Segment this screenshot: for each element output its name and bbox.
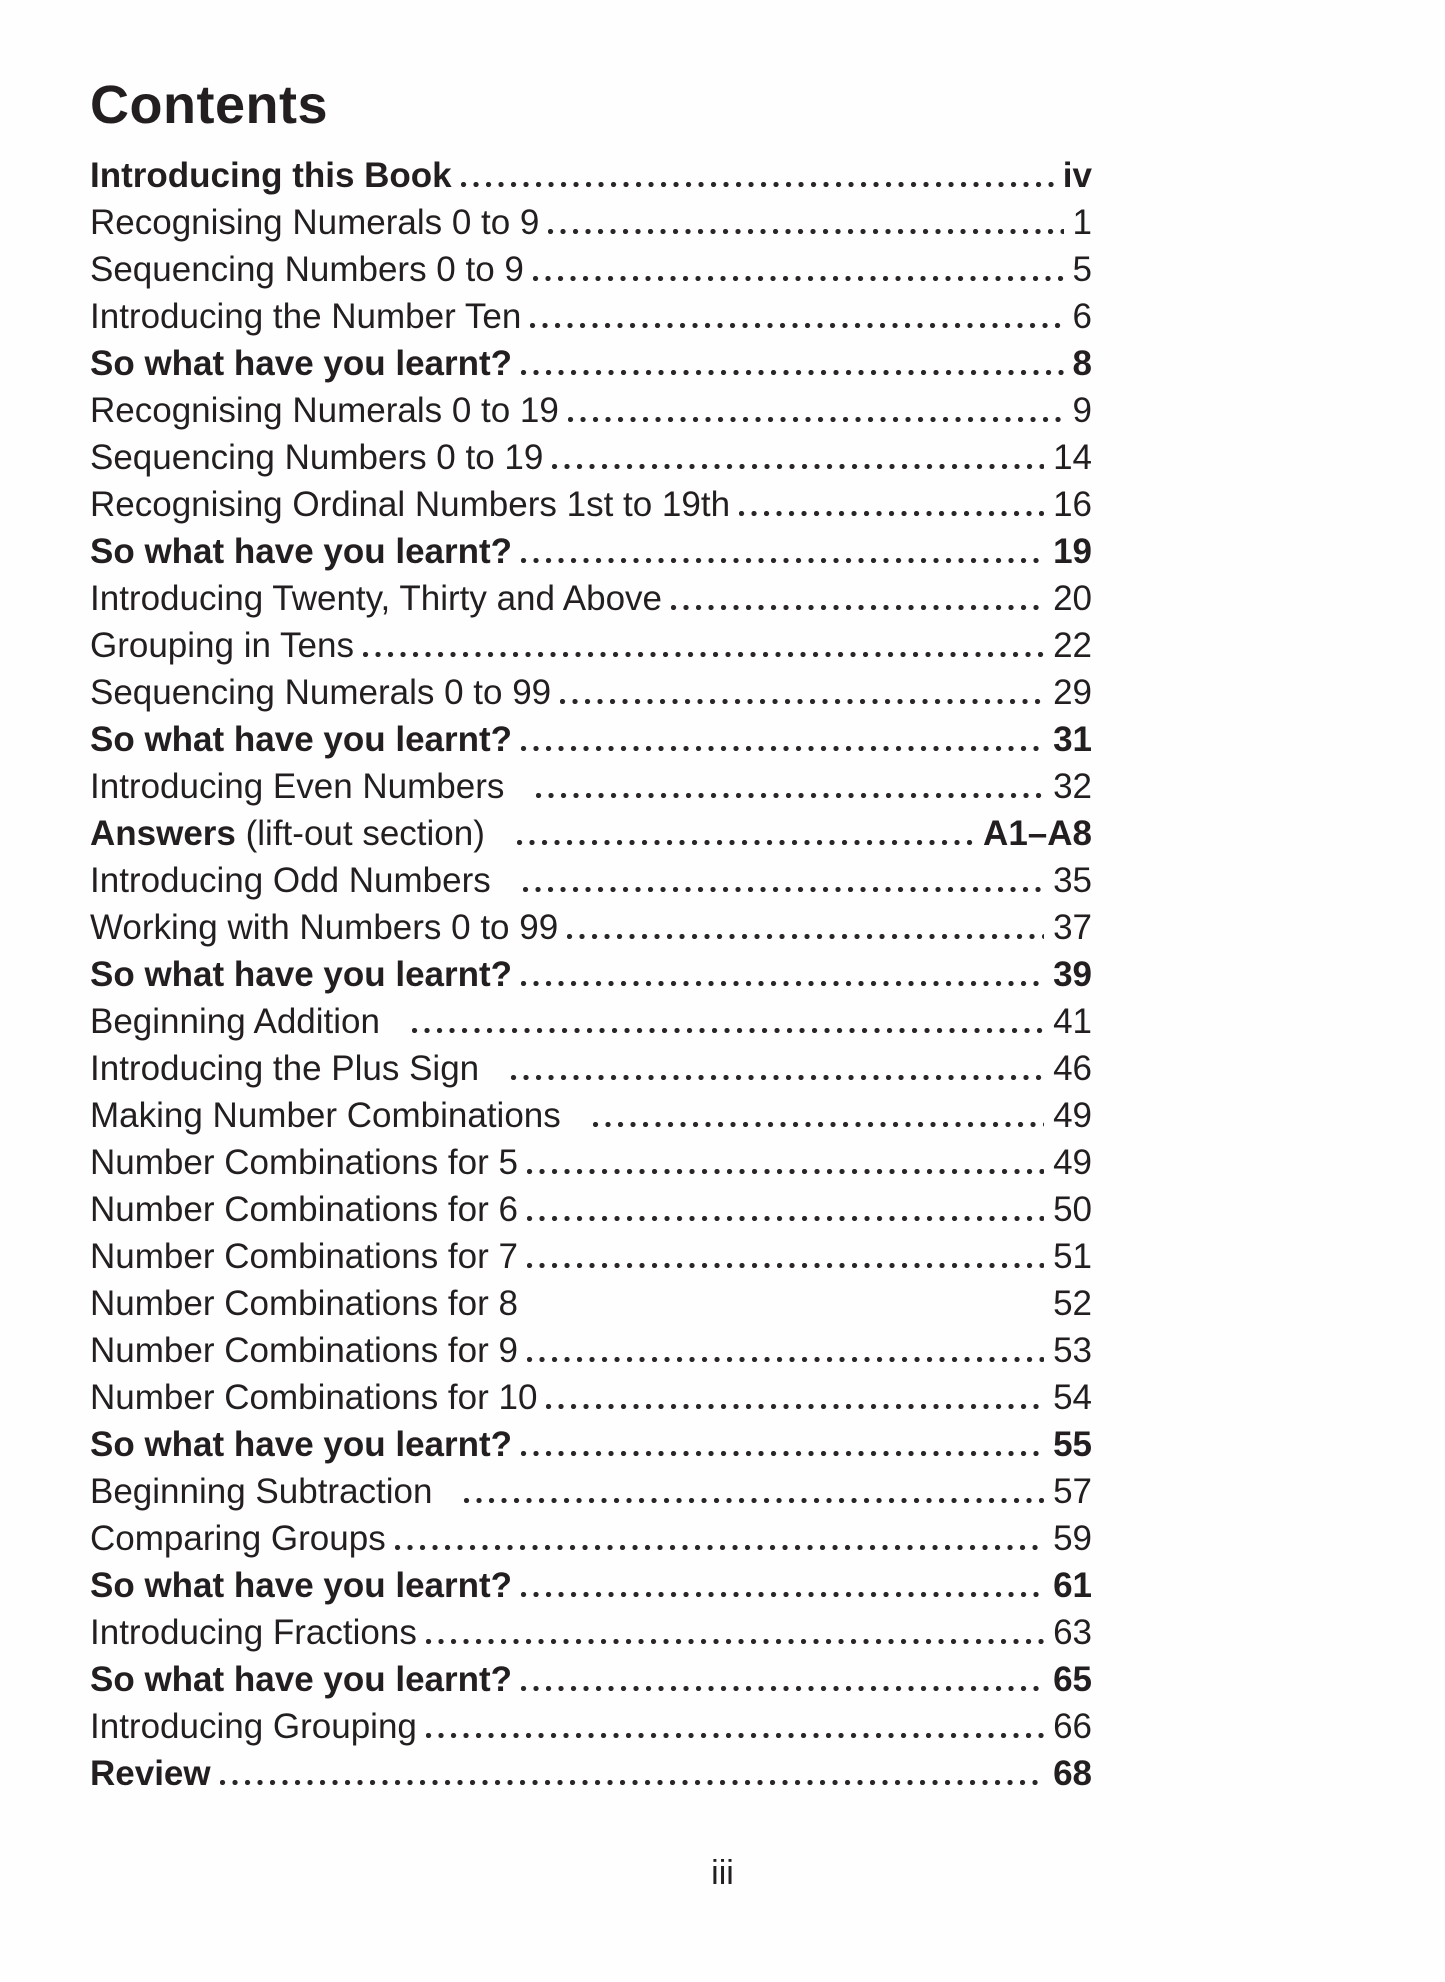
toc-entry-page-number: 37 xyxy=(1053,908,1092,948)
toc-entry-page-number: 41 xyxy=(1053,1002,1092,1042)
toc-entry xyxy=(90,669,1092,716)
toc-entry xyxy=(90,1092,1092,1139)
toc-entry-label xyxy=(90,199,539,246)
toc-entry xyxy=(90,1656,1092,1703)
toc-entry-label xyxy=(90,904,558,951)
toc-entry xyxy=(90,1421,1092,1468)
toc-entry-label-main: Sequencing Numerals 0 to 99 xyxy=(90,673,552,713)
toc-entry xyxy=(90,528,1092,575)
toc-entry xyxy=(90,387,1092,434)
toc-entry-page-number: 20 xyxy=(1053,579,1092,619)
toc-entry-label-main: Sequencing Numbers 0 to 9 xyxy=(90,250,524,290)
toc-entry-label xyxy=(90,1233,518,1280)
toc-entry xyxy=(90,481,1092,528)
toc-entry-label-main: Comparing Groups xyxy=(90,1519,386,1559)
toc-entry-label-main: So what have you learnt? xyxy=(90,1660,513,1700)
dot-leader xyxy=(511,1075,1044,1080)
toc-entry xyxy=(90,1327,1092,1374)
toc-entry xyxy=(90,1750,1092,1797)
toc-entry-page-number: 57 xyxy=(1053,1472,1092,1512)
toc-entry-label xyxy=(90,481,730,528)
toc-entry-page-number: 63 xyxy=(1053,1613,1092,1653)
dot-leader xyxy=(567,934,1044,939)
toc-entry xyxy=(90,716,1092,763)
toc-entry-page-number: 66 xyxy=(1053,1707,1092,1747)
toc-entry-label-main: Introducing Grouping xyxy=(90,1707,417,1747)
toc-entry-label xyxy=(90,1045,479,1092)
dot-leader xyxy=(527,1263,1044,1268)
dot-leader xyxy=(527,1357,1044,1362)
toc-entry-page-number: 6 xyxy=(1072,297,1092,337)
toc-entry-label-main: Number Combinations for 7 xyxy=(90,1237,518,1277)
toc-entry xyxy=(90,434,1092,481)
toc-entry-page-number: A1–A8 xyxy=(983,814,1092,854)
toc-entry xyxy=(90,998,1092,1045)
toc-entry-label xyxy=(90,1327,518,1374)
toc-entry-label-main: Number Combinations for 6 xyxy=(90,1190,518,1230)
dot-leader xyxy=(527,1216,1044,1221)
dot-leader xyxy=(426,1733,1044,1738)
toc-entry-label-main: Review xyxy=(90,1754,211,1794)
dot-leader xyxy=(548,229,1063,234)
toc-entry-page-number: 19 xyxy=(1053,532,1092,572)
toc-entry-label xyxy=(90,1609,417,1656)
toc-entry-label-main: Recognising Ordinal Numbers 1st to 19th xyxy=(90,485,731,525)
toc-entry xyxy=(90,1374,1092,1421)
toc-entry-label xyxy=(90,1280,518,1327)
toc-entry xyxy=(90,575,1092,622)
toc-entry xyxy=(90,1233,1092,1280)
toc-entry-page-number: 53 xyxy=(1053,1331,1092,1371)
dot-leader xyxy=(521,370,1063,375)
toc-entry-page-number: 68 xyxy=(1053,1754,1092,1794)
toc-entry-page-number: iv xyxy=(1062,156,1092,196)
toc-entry-label xyxy=(90,1374,537,1421)
dot-leader xyxy=(395,1545,1044,1550)
toc-entry-label xyxy=(90,293,521,340)
toc-entry-label-main: Introducing Even Numbers xyxy=(90,767,505,807)
dot-leader xyxy=(412,1028,1044,1033)
toc-entry xyxy=(90,1280,1092,1327)
dot-leader xyxy=(521,1686,1044,1691)
dot-leader xyxy=(523,887,1044,892)
toc-entry-label-main: Introducing the Number Ten xyxy=(90,297,522,337)
toc-entry xyxy=(90,1468,1092,1515)
toc-entry-page-number: 16 xyxy=(1053,485,1092,525)
toc-entry-label xyxy=(90,1656,512,1703)
dot-leader xyxy=(530,323,1063,328)
toc-entry xyxy=(90,810,1092,857)
toc-entry-page-number: 49 xyxy=(1053,1096,1092,1136)
dot-leader xyxy=(527,1169,1044,1174)
toc-entry-label-suffix: (lift-out section) xyxy=(235,814,485,854)
toc-entry-page-number: 59 xyxy=(1053,1519,1092,1559)
dot-leader xyxy=(536,793,1044,798)
toc-entry-page-number: 49 xyxy=(1053,1143,1092,1183)
toc-entry-label xyxy=(90,1092,561,1139)
dot-leader xyxy=(363,652,1044,657)
toc-entry-label-main: Making Number Combinations xyxy=(90,1096,561,1136)
dot-leader xyxy=(220,1780,1044,1785)
toc-entry-page-number: 9 xyxy=(1072,391,1092,431)
dot-leader xyxy=(739,511,1044,516)
toc-entry xyxy=(90,763,1092,810)
toc-entry-page-number: 61 xyxy=(1053,1566,1092,1606)
toc-entry xyxy=(90,152,1092,199)
toc-entry-page-number: 8 xyxy=(1072,344,1092,384)
toc-entry-label-main: Introducing the Plus Sign xyxy=(90,1049,480,1089)
toc-entry-label-main: Introducing Twenty, Thirty and Above xyxy=(90,579,663,619)
toc-entry-label xyxy=(90,528,512,575)
toc-entry-label-main: Number Combinations for 8 xyxy=(90,1284,518,1324)
toc-entry-label xyxy=(90,1750,211,1797)
toc-entry-label-main: Beginning Addition xyxy=(90,1002,380,1042)
page-footer-number: iii xyxy=(711,1854,734,1893)
toc-entry xyxy=(90,340,1092,387)
toc-entry xyxy=(90,904,1092,951)
toc-entry xyxy=(90,951,1092,998)
toc-entry-label-main: Recognising Numerals 0 to 19 xyxy=(90,391,559,431)
dot-leader xyxy=(527,1310,1044,1315)
toc-entry xyxy=(90,1139,1092,1186)
toc-entry-label xyxy=(90,1468,432,1515)
toc-entry-label-main: So what have you learnt? xyxy=(90,720,513,760)
toc-entry-label-main: Introducing Fractions xyxy=(90,1613,417,1653)
toc-entry-page-number: 46 xyxy=(1053,1049,1092,1089)
toc-entry-label-main: Number Combinations for 10 xyxy=(90,1378,538,1418)
toc-entry xyxy=(90,622,1092,669)
toc-entry-label xyxy=(90,951,512,998)
toc-entry-label-main: Recognising Numerals 0 to 9 xyxy=(90,203,540,243)
toc-entry xyxy=(90,1186,1092,1233)
toc-entry-label-main: So what have you learnt? xyxy=(90,532,513,572)
toc-entry-label-main: Number Combinations for 9 xyxy=(90,1331,518,1371)
toc-entry-label-main: Beginning Subtraction xyxy=(90,1472,433,1512)
toc-entry-label-main: So what have you learnt? xyxy=(90,955,513,995)
toc-entry xyxy=(90,199,1092,246)
toc-entry xyxy=(90,1045,1092,1092)
toc-entry-label xyxy=(90,998,380,1045)
toc-entry-label-main: Number Combinations for 5 xyxy=(90,1143,518,1183)
toc-entry-page-number: 50 xyxy=(1053,1190,1092,1230)
toc-entry-label xyxy=(90,857,491,904)
toc-entry-page-number: 32 xyxy=(1053,767,1092,807)
toc-entry-label-main: So what have you learnt? xyxy=(90,1425,513,1465)
toc-entry-label xyxy=(90,1562,512,1609)
toc-entry-label xyxy=(90,669,551,716)
toc-entry-label xyxy=(90,763,504,810)
toc-entry-label-main: Introducing Odd Numbers xyxy=(90,861,491,901)
toc-entry-label xyxy=(90,716,512,763)
toc-entry-page-number: 29 xyxy=(1053,673,1092,713)
toc-entry xyxy=(90,1515,1092,1562)
toc-entry xyxy=(90,1609,1092,1656)
toc-entry-label xyxy=(90,575,662,622)
toc-entry-page-number: 35 xyxy=(1053,861,1092,901)
toc-entry-label-main: So what have you learnt? xyxy=(90,1566,513,1606)
toc-entry-page-number: 22 xyxy=(1053,626,1092,666)
dot-leader xyxy=(533,276,1064,281)
toc-entry-label-main: So what have you learnt? xyxy=(90,344,513,384)
toc-entry xyxy=(90,1562,1092,1609)
dot-leader xyxy=(521,981,1044,986)
dot-leader xyxy=(426,1639,1044,1644)
toc-entry-label xyxy=(90,1186,518,1233)
dot-leader xyxy=(521,1451,1044,1456)
dot-leader xyxy=(521,1592,1044,1597)
dot-leader xyxy=(521,746,1044,751)
toc-entry xyxy=(90,246,1092,293)
toc-entry-page-number: 5 xyxy=(1072,250,1092,290)
toc-entry-label xyxy=(90,340,512,387)
toc-entry-page-number: 55 xyxy=(1053,1425,1092,1465)
toc-entry-label xyxy=(90,622,354,669)
toc-entry-label xyxy=(90,246,524,293)
page-title: Contents xyxy=(90,75,328,135)
toc-entry-label xyxy=(90,152,452,199)
dot-leader xyxy=(552,464,1044,469)
toc-entry-label-main: Introducing this Book xyxy=(90,156,452,196)
toc-list xyxy=(90,152,1092,1797)
dot-leader xyxy=(593,1122,1044,1127)
toc-entry-label xyxy=(90,387,559,434)
dot-leader xyxy=(671,605,1044,610)
dot-leader xyxy=(546,1404,1044,1409)
dot-leader xyxy=(464,1498,1044,1503)
toc-entry-label-main: Working with Numbers 0 to 99 xyxy=(90,908,559,948)
dot-leader xyxy=(521,558,1044,563)
toc-entry-label xyxy=(90,1139,518,1186)
toc-entry-label xyxy=(90,810,485,857)
toc-entry xyxy=(90,857,1092,904)
toc-entry-page-number: 39 xyxy=(1053,955,1092,995)
dot-leader xyxy=(568,417,1064,422)
toc-entry-page-number: 54 xyxy=(1053,1378,1092,1418)
toc-entry-page-number: 14 xyxy=(1053,438,1092,478)
toc-entry-label xyxy=(90,1421,512,1468)
dot-leader xyxy=(560,699,1044,704)
toc-entry-label-main: Answers xyxy=(90,814,236,854)
dot-leader xyxy=(517,840,974,845)
dot-leader xyxy=(461,182,1054,187)
toc-entry xyxy=(90,293,1092,340)
toc-entry-label xyxy=(90,434,543,481)
toc-entry-page-number: 51 xyxy=(1053,1237,1092,1277)
toc-entry-label xyxy=(90,1703,417,1750)
toc-entry-label-main: Sequencing Numbers 0 to 19 xyxy=(90,438,544,478)
toc-entry xyxy=(90,1703,1092,1750)
toc-entry-page-number: 52 xyxy=(1053,1284,1092,1324)
toc-entry-page-number: 65 xyxy=(1053,1660,1092,1700)
toc-entry-label-main: Grouping in Tens xyxy=(90,626,354,666)
toc-entry-page-number: 1 xyxy=(1072,203,1092,243)
toc-entry-page-number: 31 xyxy=(1053,720,1092,760)
toc-entry-label xyxy=(90,1515,386,1562)
